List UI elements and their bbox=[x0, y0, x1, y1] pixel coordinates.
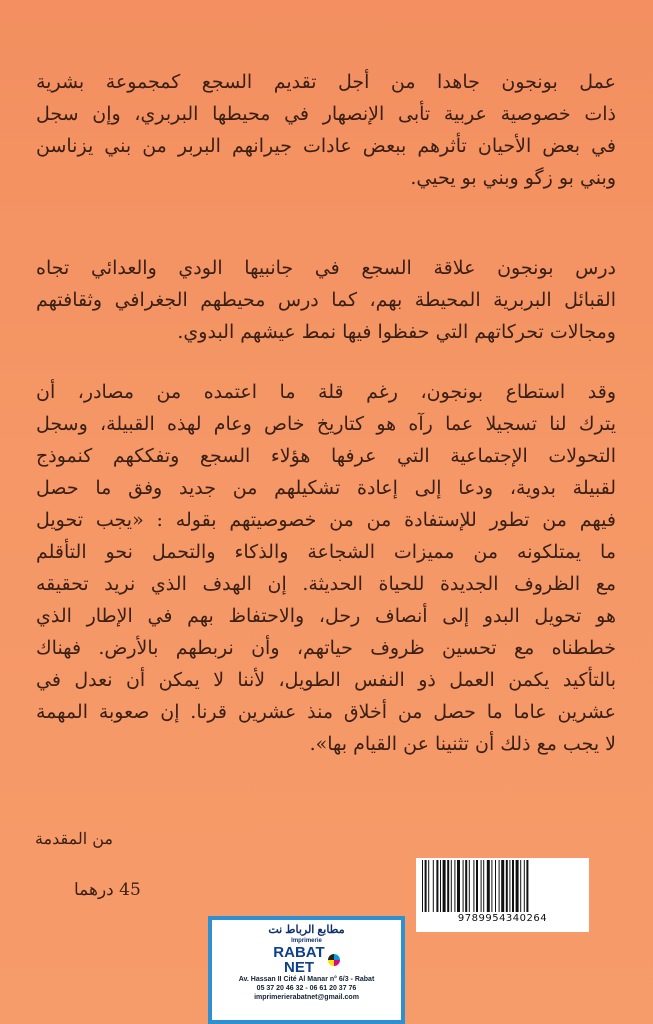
text-line: وقد استطاع بونجون، رغم قلة ما اعتمده من مصادر، أن bbox=[36, 381, 616, 403]
text-line: بالتأكيد يكمن العمل ذو النفس الطويل، لأننا لا يمكن أن نعدل في bbox=[36, 669, 616, 691]
paragraph-1 bbox=[36, 66, 616, 194]
printer-label bbox=[208, 916, 405, 1024]
isbn-number: 9789954340264 bbox=[457, 913, 548, 924]
barcode bbox=[416, 858, 589, 932]
printer-email: imprimerierabatnet@gmail.com bbox=[254, 994, 359, 1001]
printer-card bbox=[212, 920, 401, 1020]
paragraph-2 bbox=[36, 252, 616, 348]
logo-text-net: NET bbox=[283, 959, 314, 976]
text-line: هو تحويل البدو إلى أنصاف رحل، والاحتفاظ بهم في الإطار الذي bbox=[36, 605, 616, 627]
text-line: لا يجب مع ذلك أن تثنينا عن القيام بها». bbox=[309, 733, 616, 755]
text-line: في بعض الأحيان تأثرهم ببعض عادات جيرانهم البربر من بني يزناسن bbox=[36, 135, 616, 157]
text-line: التحولات الإجتماعية التي عرفها هؤلاء السجع وتفككهم كنموذج bbox=[36, 445, 616, 467]
printer-logo-icon bbox=[328, 954, 340, 966]
text-line: ما يمتلكونه من مميزات الشجاعة والذكاء والتحمل نحو التأقلم bbox=[36, 541, 616, 563]
text-line: يترك لنا تسجيلا عما رآه هو كتاريخ خاص وعام لهذه القبيلة، وسجل bbox=[36, 413, 616, 435]
barcode-icon bbox=[420, 860, 577, 912]
text-line: القبائل البربرية المحيطة بهم، كما درس محيطهم الجغرافي وثقافتهم bbox=[36, 289, 616, 311]
printer-arabic-name: مطابع الرباط نت bbox=[268, 924, 345, 936]
paragraph-3 bbox=[36, 376, 616, 760]
printer-subtitle: Imprimerie bbox=[291, 938, 322, 944]
text-line: لقبيلة بدوية، ودعا إلى إعادة تشكيلهم من جديد وفق ما حصل bbox=[36, 477, 616, 499]
text-line: مع الظروف الجديدة للحياة الحديثة. إن الهدف الذي نريد تحقيقه bbox=[36, 573, 616, 595]
printer-logo bbox=[216, 945, 397, 975]
source-attribution: من المقدمة bbox=[34, 829, 113, 848]
text-line: وبني بو زگو وبني بو يحيي. bbox=[410, 167, 616, 189]
price-label: 45 درهما bbox=[74, 880, 141, 900]
printer-phone: 05 37 20 46 32 - 06 61 20 37 76 bbox=[256, 985, 357, 992]
text-line: فيهم من تطور للإستفادة من من خصوصيتهم بقوله : «يجب تحويل bbox=[36, 509, 616, 531]
text-line: خططناه مع تحسين ظروف حياتهم، وأن نربطهم بالأرض. فهناك bbox=[36, 637, 616, 659]
text-line: ومجالات تحركاتهم التي حفظوا فيها نمط عيشهم البدوي. bbox=[177, 321, 616, 343]
logo-text-rabat: RABAT bbox=[273, 944, 325, 961]
text-line: درس بونجون علاقة السجع في جانبيها الودي والعدائي تجاه bbox=[36, 257, 616, 279]
text-line: عمل بونجون جاهدا من أجل تقديم السجع كمجموعة بشرية bbox=[36, 71, 616, 93]
text-line: عشرين عاما ما حصل من أخلاق منذ عشرين قرنا. إن صعوبة المهمة bbox=[36, 701, 616, 723]
text-line: ذات خصوصية عربية تأبى الإنصهار في محيطها البربري، وإن سجل bbox=[36, 103, 616, 125]
printer-address: Av. Hassan II Cité Al Manar n° 6/3 - Rabat bbox=[238, 976, 375, 983]
